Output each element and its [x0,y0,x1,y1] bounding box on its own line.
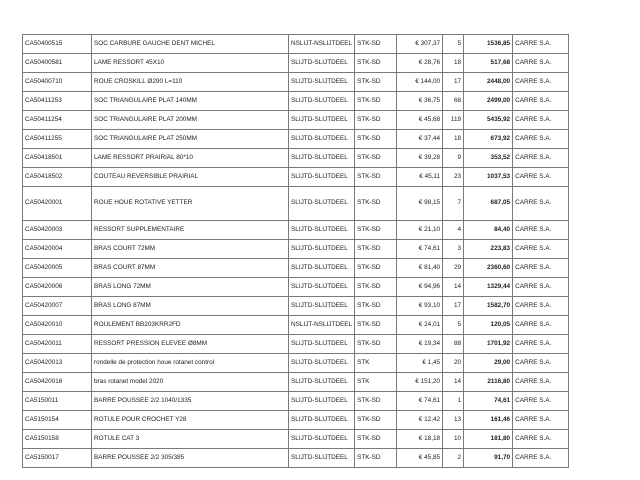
cell-total: 673,92 [464,130,513,149]
table-row [23,392,569,411]
cell-total: 29,00 [464,354,513,373]
cell-qty: 3 [443,240,464,259]
cell-supplier: CARRE S.A. [513,316,569,335]
table-row [23,411,569,430]
cell-unit: STK-SD [355,168,397,187]
cell-qty: 14 [443,278,464,297]
table-row [23,278,569,297]
table-row [23,73,569,92]
cell-supplier: CARRE S.A. [513,354,569,373]
cell-supplier: CARRE S.A. [513,297,569,316]
cell-code: CA50420004 [23,240,92,259]
cell-desc: BARRE POUSSEE 2/2 1040/1335 [92,392,289,411]
cell-price: € 45,68 [397,111,443,130]
cell-qty: 18 [443,54,464,73]
cell-desc: BRAS COURT 72MM [92,240,289,259]
cell-category: SLIJTD-SLIJTDEEL [289,187,355,221]
cell-unit: STK-SD [355,278,397,297]
cell-qty: 88 [443,335,464,354]
cell-qty: 7 [443,187,464,221]
cell-price: € 21,10 [397,221,443,240]
cell-price: € 81,40 [397,259,443,278]
cell-supplier: CARRE S.A. [513,149,569,168]
cell-code: CA5150154 [23,411,92,430]
cell-code: CA5150017 [23,449,92,468]
cell-code: CA50418502 [23,168,92,187]
table-row [23,221,569,240]
cell-total: 687,05 [464,187,513,221]
cell-unit: STK-SD [355,316,397,335]
cell-code: CA50420005 [23,259,92,278]
cell-category: SLIJTD-SLIJTDEEL [289,278,355,297]
table-row [23,449,569,468]
cell-desc: ROULEMENT BB203KRR2FD [92,316,289,335]
cell-qty: 2 [443,449,464,468]
cell-code: CA50411253 [23,92,92,111]
cell-unit: STK-SD [355,430,397,449]
cell-supplier: CARRE S.A. [513,449,569,468]
cell-code: CA5150158 [23,430,92,449]
cell-category: SLIJTD-SLIJTDEEL [289,411,355,430]
cell-price: € 151,20 [397,373,443,392]
cell-total: 84,40 [464,221,513,240]
cell-desc: ROUE HOUE ROTATIVE YETTER [92,187,289,221]
parts-table [22,34,569,468]
cell-price: € 1,45 [397,354,443,373]
cell-desc: BRAS COURT 87MM [92,259,289,278]
cell-qty: 17 [443,73,464,92]
cell-supplier: CARRE S.A. [513,259,569,278]
cell-category: SLIJTD-SLIJTDEEL [289,373,355,392]
cell-supplier: CARRE S.A. [513,240,569,259]
cell-category: SLIJTD-SLIJTDEEL [289,335,355,354]
cell-desc: SOC TRIANGULAIRE PLAT 140MM [92,92,289,111]
cell-code: CA50420007 [23,297,92,316]
cell-price: € 28,76 [397,54,443,73]
cell-code: CA50400515 [23,35,92,54]
cell-supplier: CARRE S.A. [513,335,569,354]
cell-price: € 36,75 [397,92,443,111]
cell-desc: BRAS LONG 72MM [92,278,289,297]
cell-unit: STK-SD [355,449,397,468]
cell-supplier: CARRE S.A. [513,35,569,54]
cell-qty: 5 [443,35,464,54]
cell-desc: ROTULE POUR CROCHET Y28 [92,411,289,430]
cell-supplier: CARRE S.A. [513,168,569,187]
table-row [23,92,569,111]
cell-qty: 68 [443,92,464,111]
table-row [23,187,569,221]
cell-category: SLIJTD-SLIJTDEEL [289,92,355,111]
cell-total: 2448,00 [464,73,513,92]
cell-total: 353,52 [464,149,513,168]
cell-unit: STK-SD [355,187,397,221]
cell-category: SLIJTD-SLIJTDEEL [289,73,355,92]
cell-desc: bras rotanet model 2020 [92,373,289,392]
cell-price: € 12,42 [397,411,443,430]
cell-desc: RESSORT SUPPLEMENTAIRE [92,221,289,240]
cell-desc: LAME RESSORT PRAIRIAL 80*10 [92,149,289,168]
cell-code: CA50420003 [23,221,92,240]
cell-code: CA50420010 [23,316,92,335]
cell-code: CA50420013 [23,354,92,373]
cell-total: 2360,60 [464,259,513,278]
cell-unit: STK-SD [355,392,397,411]
cell-category: SLIJTD-SLIJTDEEL [289,354,355,373]
cell-code: CA50400710 [23,73,92,92]
table-row [23,430,569,449]
cell-total: 1701,92 [464,335,513,354]
cell-code: CA5150011 [23,392,92,411]
cell-category: SLIJTD-SLIJTDEEL [289,130,355,149]
cell-unit: STK-SD [355,92,397,111]
cell-qty: 1 [443,392,464,411]
cell-desc: BRAS LONG 87MM [92,297,289,316]
cell-unit: STK-SD [355,35,397,54]
cell-price: € 144,00 [397,73,443,92]
cell-unit: STK-SD [355,73,397,92]
cell-price: € 39,28 [397,149,443,168]
cell-category: SLIJTD-SLIJTDEEL [289,449,355,468]
cell-qty: 29 [443,259,464,278]
cell-qty: 23 [443,168,464,187]
cell-category: SLIJTD-SLIJTDEEL [289,392,355,411]
cell-desc: SOC CARBURE GAUCHE DENT MICHEL [92,35,289,54]
cell-unit: STK-SD [355,149,397,168]
cell-unit: STK-SD [355,240,397,259]
cell-price: € 45,85 [397,449,443,468]
cell-supplier: CARRE S.A. [513,392,569,411]
cell-desc: SOC TRIANGULAIRE PLAT 200MM [92,111,289,130]
cell-code: CA50418501 [23,149,92,168]
cell-total: 2116,80 [464,373,513,392]
cell-price: € 307,37 [397,35,443,54]
cell-qty: 4 [443,221,464,240]
cell-price: € 19,34 [397,335,443,354]
cell-unit: STK-SD [355,335,397,354]
cell-total: 1536,85 [464,35,513,54]
cell-category: SLIJTD-SLIJTDEEL [289,168,355,187]
cell-qty: 9 [443,149,464,168]
cell-desc: ROUE CROSKILL Ø290 L=110 [92,73,289,92]
cell-supplier: CARRE S.A. [513,187,569,221]
cell-code: CA50420016 [23,373,92,392]
cell-price: € 93,10 [397,297,443,316]
cell-category: SLIJTD-SLIJTDEEL [289,259,355,278]
cell-total: 2499,00 [464,92,513,111]
cell-category: SLIJTD-SLIJTDEEL [289,221,355,240]
cell-price: € 45,11 [397,168,443,187]
cell-total: 517,68 [464,54,513,73]
table-row [23,35,569,54]
cell-total: 1582,70 [464,297,513,316]
cell-unit: STK-SD [355,111,397,130]
cell-category: SLIJTD-SLIJTDEEL [289,297,355,316]
cell-qty: 13 [443,411,464,430]
cell-total: 1037,53 [464,168,513,187]
cell-price: € 94,96 [397,278,443,297]
cell-unit: STK [355,373,397,392]
cell-total: 120,05 [464,316,513,335]
table-row [23,259,569,278]
cell-category: SLIJTD-SLIJTDEEL [289,240,355,259]
cell-total: 91,70 [464,449,513,468]
cell-desc: BARRE POUSSEE 2/2 305/385 [92,449,289,468]
cell-desc: SOC TRIANGULAIRE PLAT 250MM [92,130,289,149]
cell-desc: rondelle de protection houe rotanet control [92,354,289,373]
cell-supplier: CARRE S.A. [513,221,569,240]
table-row [23,335,569,354]
cell-total: 223,83 [464,240,513,259]
cell-unit: STK-SD [355,259,397,278]
cell-desc: ROTULE CAT 3 [92,430,289,449]
table-row [23,168,569,187]
cell-total: 161,46 [464,411,513,430]
cell-price: € 74,61 [397,392,443,411]
cell-code: CA50411254 [23,111,92,130]
cell-qty: 119 [443,111,464,130]
cell-qty: 14 [443,373,464,392]
cell-qty: 20 [443,354,464,373]
cell-price: € 98,15 [397,187,443,221]
cell-supplier: CARRE S.A. [513,278,569,297]
cell-category: SLIJTD-SLIJTDEEL [289,430,355,449]
table-body [23,35,569,468]
cell-supplier: CARRE S.A. [513,92,569,111]
cell-total: 181,80 [464,430,513,449]
cell-unit: STK [355,354,397,373]
cell-price: € 74,61 [397,240,443,259]
cell-total: 74,61 [464,392,513,411]
cell-code: CA50420006 [23,278,92,297]
table-row [23,297,569,316]
cell-supplier: CARRE S.A. [513,111,569,130]
cell-price: € 18,18 [397,430,443,449]
table-row [23,354,569,373]
cell-supplier: CARRE S.A. [513,430,569,449]
cell-category: NSLIJT-NSLIJTDEEL [289,316,355,335]
cell-supplier: CARRE S.A. [513,73,569,92]
cell-total: 5435,92 [464,111,513,130]
cell-price: € 24,01 [397,316,443,335]
cell-unit: STK-SD [355,130,397,149]
cell-supplier: CARRE S.A. [513,54,569,73]
spreadsheet [22,34,569,468]
cell-unit: STK-SD [355,221,397,240]
cell-qty: 10 [443,430,464,449]
table-row [23,111,569,130]
cell-category: SLIJTD-SLIJTDEEL [289,54,355,73]
table-row [23,149,569,168]
cell-code: CA50411255 [23,130,92,149]
cell-category: SLIJTD-SLIJTDEEL [289,111,355,130]
cell-unit: STK-SD [355,297,397,316]
cell-desc: COUTEAU REVERSIBLE PRAIRIAL [92,168,289,187]
cell-price: € 37,44 [397,130,443,149]
table-row [23,130,569,149]
cell-category: NSLIJT-NSLIJTDEEL [289,35,355,54]
table-row [23,240,569,259]
cell-qty: 17 [443,297,464,316]
table-row [23,54,569,73]
cell-qty: 18 [443,130,464,149]
cell-code: CA50400581 [23,54,92,73]
cell-supplier: CARRE S.A. [513,411,569,430]
cell-category: SLIJTD-SLIJTDEEL [289,149,355,168]
table-row [23,373,569,392]
cell-total: 1329,44 [464,278,513,297]
cell-qty: 5 [443,316,464,335]
cell-supplier: CARRE S.A. [513,130,569,149]
cell-code: CA50420011 [23,335,92,354]
cell-unit: STK-SD [355,54,397,73]
cell-unit: STK-SD [355,411,397,430]
table-row [23,316,569,335]
cell-desc: LAME RESSORT 45X10 [92,54,289,73]
cell-code: CA50420001 [23,187,92,221]
cell-supplier: CARRE S.A. [513,373,569,392]
cell-desc: RESSORT PRESSION ELEVEE Ø8MM [92,335,289,354]
